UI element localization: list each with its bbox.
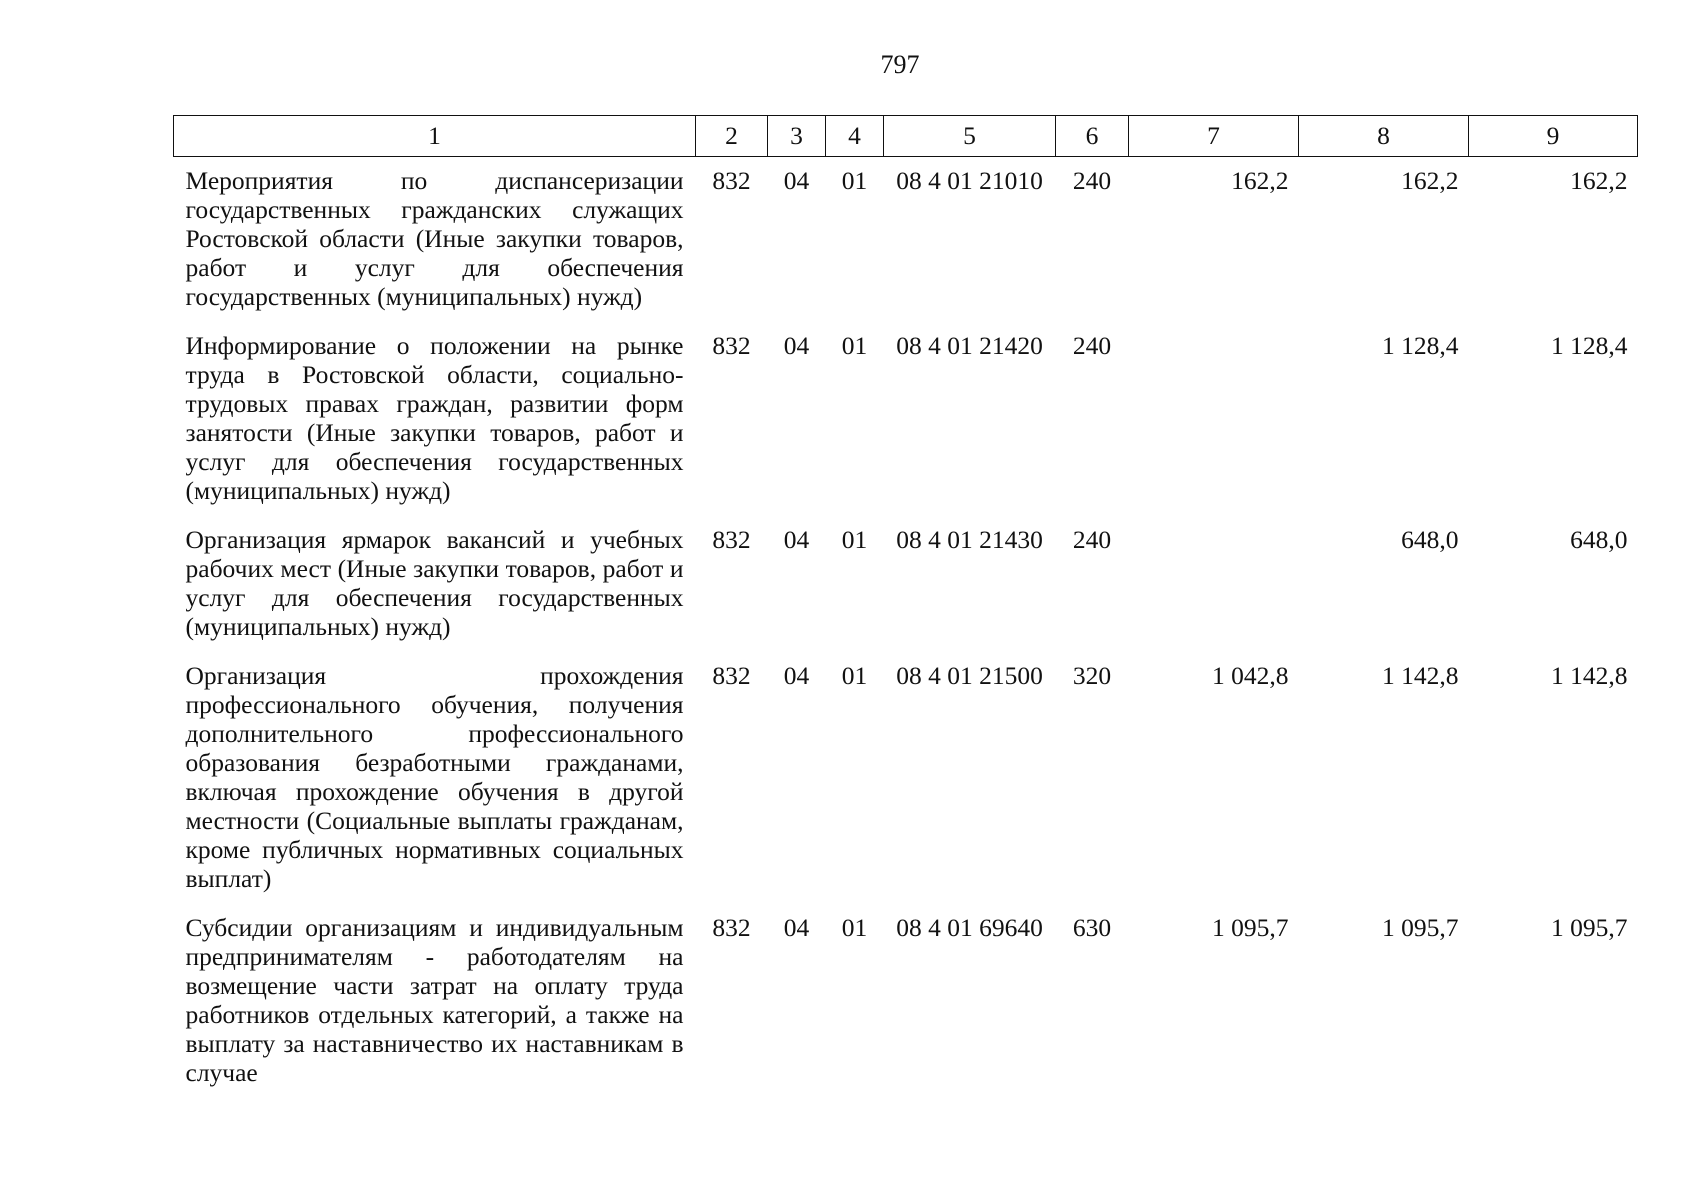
cell-pr: 01 (841, 661, 868, 690)
cell-rz: 04 (783, 525, 810, 554)
column-header: 1 (174, 116, 696, 157)
cell-year-1: 1 042,8 (1212, 661, 1289, 690)
cell-rz: 04 (783, 913, 810, 942)
cell-csr: 08 4 01 69640 (896, 913, 1043, 942)
cell-year-3: 162,2 (1570, 166, 1628, 195)
column-header: 3 (768, 116, 826, 157)
cell-ved: 832 (712, 166, 751, 195)
column-header: 6 (1056, 116, 1129, 157)
budget-table (173, 115, 1638, 1098)
table-header (174, 116, 1638, 157)
row-description: Организация прохождения профессионального обучения, получения дополнительного профессионального образования безработными гражданами, включая прохождение обучения в другой местности (Социальные выплаты гражданам, кроме публичных нормативных социальных выплат) (185, 661, 684, 893)
cell-year-2: 162,2 (1401, 166, 1459, 195)
table-row (174, 652, 1638, 904)
cell-csr: 08 4 01 21430 (896, 525, 1043, 554)
cell-year-2: 1 095,7 (1382, 913, 1459, 942)
cell-ved: 832 (712, 331, 751, 360)
cell-vr: 240 (1072, 525, 1112, 554)
cell-year-1 (1129, 322, 1299, 516)
cell-year-3: 648,0 (1570, 525, 1628, 554)
cell-ved: 832 (712, 525, 751, 554)
cell-rz: 04 (783, 331, 810, 360)
column-header: 7 (1129, 116, 1299, 157)
cell-vr: 630 (1072, 913, 1112, 942)
cell-vr: 320 (1072, 661, 1112, 690)
cell-year-2: 1 128,4 (1382, 331, 1459, 360)
cell-pr: 01 (841, 525, 868, 554)
column-header: 9 (1469, 116, 1638, 157)
row-description: Субсидии организациям и индивидуальным предпринимателям - работодателям на возмещение части затрат на оплату труда работников отдельных категорий, а также на выплату за наставничество их наставникам в случае (185, 913, 684, 1087)
cell-year-1 (1129, 516, 1299, 652)
column-header: 4 (826, 116, 884, 157)
column-header: 8 (1299, 116, 1469, 157)
cell-year-3: 1 142,8 (1551, 661, 1628, 690)
cell-vr: 240 (1072, 331, 1112, 360)
row-description: Мероприятия по диспансеризации государственных гражданских служащих Ростовской области (Иные закупки товаров, работ и услуг для обеспечения государственных (муниципальных) нужд) (185, 166, 684, 311)
cell-year-3: 1 128,4 (1551, 331, 1628, 360)
cell-csr: 08 4 01 21420 (896, 331, 1043, 360)
cell-year-2: 1 142,8 (1382, 661, 1459, 690)
cell-year-3: 1 095,7 (1551, 913, 1628, 942)
cell-rz: 04 (783, 166, 810, 195)
cell-csr: 08 4 01 21010 (896, 166, 1043, 195)
table-row (174, 904, 1638, 1098)
cell-pr: 01 (841, 913, 868, 942)
cell-rz: 04 (783, 661, 810, 690)
cell-vr: 240 (1072, 166, 1112, 195)
row-description: Информирование о положении на рынке труда в Ростовской области, социально-трудовых правах граждан, развитии форм занятости (Иные закупки товаров, работ и услуг для обеспечения государственных (муниципальных) нужд) (185, 331, 684, 505)
cell-year-1: 162,2 (1231, 166, 1289, 195)
column-header: 2 (696, 116, 768, 157)
cell-year-2: 648,0 (1401, 525, 1459, 554)
cell-pr: 01 (841, 166, 868, 195)
page-number: 797 (880, 50, 920, 79)
table-row (174, 322, 1638, 516)
row-description: Организация ярмарок вакансий и учебных рабочих мест (Иные закупки товаров, работ и услуг для обеспечения государственных (муниципальных) нужд) (185, 525, 684, 641)
cell-year-1: 1 095,7 (1212, 913, 1289, 942)
table-row (174, 157, 1638, 323)
table-row (174, 516, 1638, 652)
cell-ved: 832 (712, 913, 751, 942)
cell-ved: 832 (712, 661, 751, 690)
column-header: 5 (884, 116, 1056, 157)
cell-csr: 08 4 01 21500 (896, 661, 1043, 690)
cell-pr: 01 (841, 331, 868, 360)
